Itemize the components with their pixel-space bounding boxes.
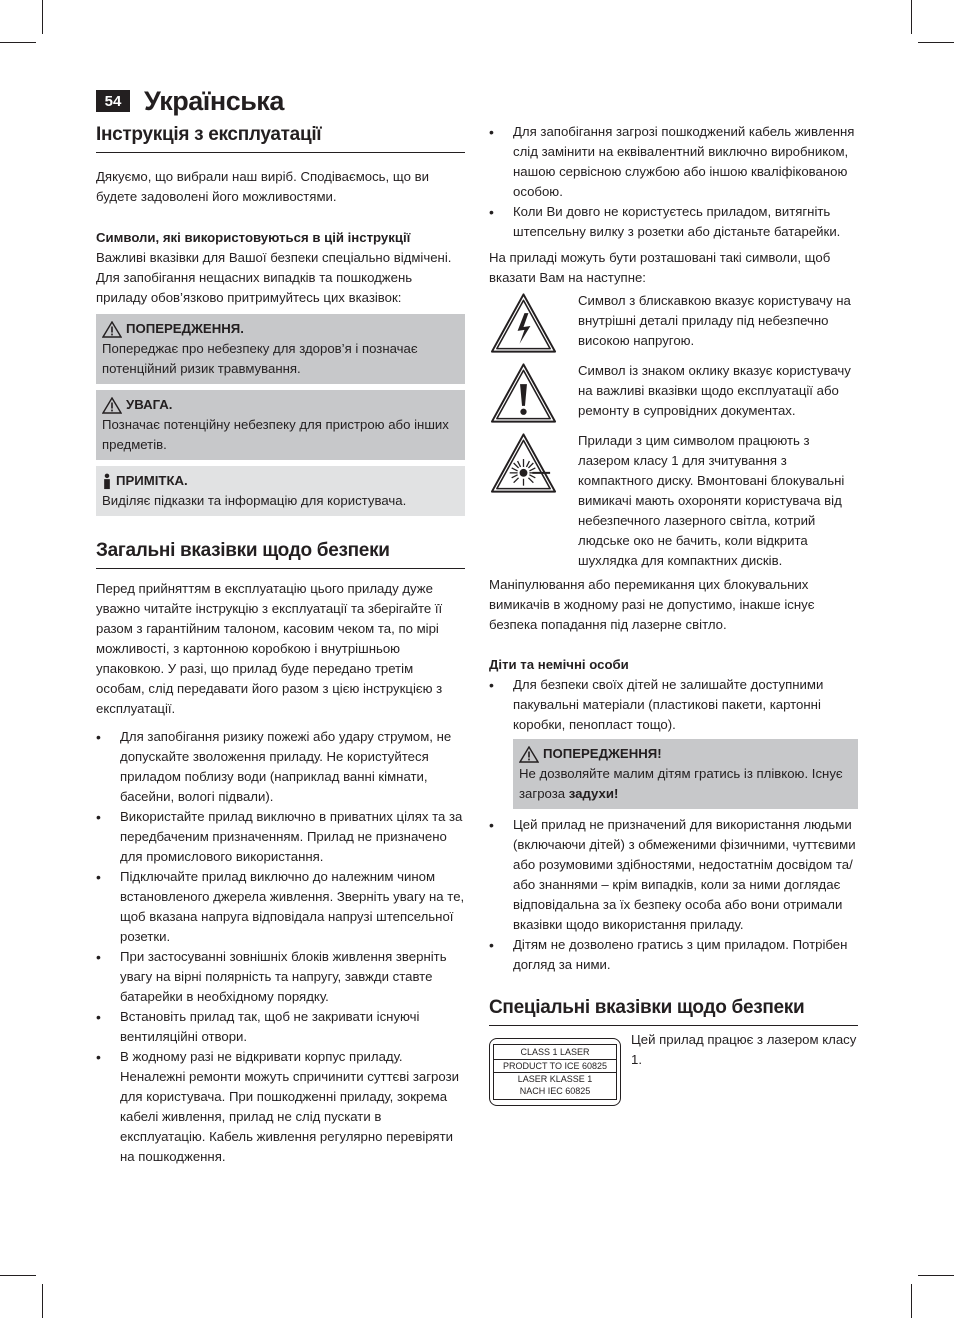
manipulation-text: Маніпулювання або перемикання цих блокувальних вимикачів в жодному разі не допустимо, інакше існує безпека попадання під лазерне світло. <box>489 577 815 632</box>
crop-mark <box>911 0 912 34</box>
warning-text: Попереджає про небезпеку для здоров’я і позначає потенційний ризик травмування. <box>102 341 418 376</box>
list-item: • Для безпеки своїх дітей не залишайте доступними пакувальні матеріали (пластикові пакети, картонні коробки, пенопласт тощо). <box>489 675 858 735</box>
warning2-text: Не дозволяйте малим дітям гратись із плівкою. Існує загроза задухи! <box>519 766 843 801</box>
caution-box <box>96 390 465 460</box>
general-safety-text: Перед прийняттям в експлуатацію цього приладу дуже уважно читайте інструкцію з експлуатації та зберігайте її разом з гарантійним талоном, касовим чеком та, по мірі можливості, з картонною коробкою і внутрішньою упаковкою. У разі, що прилад буде передано третім особам, слід передавати його разом з цією інструкцією з експлуатації. <box>96 581 443 716</box>
crop-mark <box>0 42 36 43</box>
crop-mark <box>0 1275 36 1276</box>
high-voltage-symbol <box>489 291 558 355</box>
symbol-voltage-text: Символ з блискавкою вказує користувачу на внутрішні деталі приладу під небезпечно високою напругою. <box>578 293 851 348</box>
symbol-laser-row <box>489 431 858 571</box>
children-heading: Діти та немічні особи <box>489 657 629 672</box>
laser-label-line: LASER KLASSE 1 <box>494 1072 616 1085</box>
left-column <box>96 122 465 1167</box>
warning2-title: ПОПЕРЕДЖЕННЯ! <box>543 746 662 761</box>
warning-triangle-icon <box>102 321 122 338</box>
list-item: • Використайте прилад виключно в приватних цілях та за передбаченим призначенням. Прилад не призначено для промислового використання. <box>96 807 465 867</box>
list-item: • Для запобігання ризику пожежі або удару струмом, не допускайте зволоження приладу. Не користуйтеся приладом поблизу води (наприклад ванні кімнати, басейни, вологі підвали). <box>96 727 465 807</box>
warning-suffocation-box <box>513 739 858 809</box>
symbols-heading: Символи, які використовуються в цій інструкції <box>96 230 411 245</box>
laser-label-line: NACH IEC 60825 <box>519 1086 591 1097</box>
warning-box <box>96 314 465 384</box>
section-title-special-safety: Спеціальні вказівки щодо безпеки <box>489 995 858 1026</box>
laser-symbol <box>489 431 558 495</box>
section-title-general-safety: Загальні вказівки щодо безпеки <box>96 538 465 569</box>
section-title-instructions: Інструкція з експлуатації <box>96 122 465 153</box>
note-box <box>96 466 465 516</box>
children-list <box>489 675 858 735</box>
crop-mark <box>911 1284 912 1318</box>
general-safety-list <box>96 727 465 1167</box>
children-list-2 <box>489 815 858 975</box>
laser-class-row <box>489 1032 858 1106</box>
symbol-exclaim-row <box>489 361 858 425</box>
note-text: Виділяє підказки та інформацію для користувача. <box>102 493 407 508</box>
caution-title: УВАГА. <box>126 397 173 412</box>
laser-class-label <box>489 1038 621 1106</box>
list-item: • Коли Ви довго не користуєтесь приладом, витягніть штепсельну вилку з розетки або дістаньте батарейки. <box>489 202 858 242</box>
exclamation-symbol <box>489 361 558 425</box>
page-number: 54 <box>96 90 130 112</box>
symbols-intro: На приладі можуть бути розташовані такі символи, щоб вказати Вам на наступне: <box>489 250 831 285</box>
crop-mark <box>42 0 43 34</box>
warning-triangle-icon <box>519 746 539 763</box>
symbol-voltage-row <box>489 291 858 355</box>
caution-text: Позначає потенційну небезпеку для пристрою або інших предметів. <box>102 417 449 452</box>
laser-class-text: Цей прилад працює з лазером класу 1. <box>631 1032 857 1067</box>
laser-label-line: PRODUCT TO ICE 60825 <box>494 1059 616 1072</box>
crop-mark <box>918 42 954 43</box>
safety-list-continued <box>489 122 858 242</box>
list-item: • В жодному разі не відкривати корпус приладу. Неналежні ремонти можуть спричинити суттєві загрози для користувача. При пошкодженні приладу, зокрема кабелі живлення, прилад не слід пускати в експлуатацію. Кабель живлення регулярно перевіряти на пошкодження. <box>96 1047 465 1167</box>
crop-mark <box>42 1284 43 1318</box>
page-title: Українська <box>144 86 284 116</box>
right-column <box>489 122 858 1106</box>
note-title: ПРИМІТКА. <box>116 473 188 488</box>
list-item: • Підключайте прилад виключно до належним чином встановленого джерела живлення. Зверніть увагу на те, щоб вказана напруга відповідала напрузі штепсельної розетки. <box>96 867 465 947</box>
list-item: • Цей прилад не призначений для використання людьми (включаючи дітей) з обмеженими фізичними, чуттєвими або розумовими здібностями, недостатнім досвідом та/або знаннями – крім випадків, коли за ними доглядає відповідальна за їх безпеку особа або вони отримали вказівки щодо використання приладу. <box>489 815 858 935</box>
list-item: • Для запобігання загрозі пошкоджений кабель живлення слід замінити на еквівалентний виключно виробником, нашою сервісною службою або іншою кваліфікованою особою. <box>489 122 858 202</box>
intro-text: Дякуємо, що вибрали наш виріб. Сподіваємось, що ви будете задоволені його можливостями. <box>96 169 429 204</box>
warning2-bold: задухи! <box>568 786 619 801</box>
warning-triangle-icon <box>102 397 122 414</box>
warning-title: ПОПЕРЕДЖЕННЯ. <box>126 321 244 336</box>
symbol-laser-text: Прилади з цим символом працюють з лазером класу 1 для зчитування з компактного диску. Вмонтовані блокувальні вимикачі мають охороняти користувача від небезпечного лазерного світла, котрий людське око не бачить, коли відкрита шухлядка для компактних дисків. <box>578 433 845 568</box>
list-item: • При застосуванні зовнішніх блоків живлення зверніть увагу на вірні полярність та напругу, завжди ставте батарейки в необхідному порядку. <box>96 947 465 1007</box>
symbols-text: Важливі вказівки для Вашої безпеки спеціально відмічені. Для запобігання нещасних випадків та пошкоджень приладу обов’язково притримуйтесь цих вказівок: <box>96 250 452 305</box>
list-item: • Дітям не дозволено гратись з цим приладом. Потрібен догляд за ними. <box>489 935 858 975</box>
list-item: • Встановіть прилад так, щоб не закривати існуючі вентиляційні отвори. <box>96 1007 465 1047</box>
info-icon <box>102 473 112 490</box>
crop-mark <box>918 1275 954 1276</box>
laser-label-line: CLASS 1 LASER <box>520 1047 590 1058</box>
symbol-exclaim-text: Символ із знаком оклику вказує користувачу на важливі вказівки щодо експлуатації або ремонту в супровідних документах. <box>578 363 851 418</box>
